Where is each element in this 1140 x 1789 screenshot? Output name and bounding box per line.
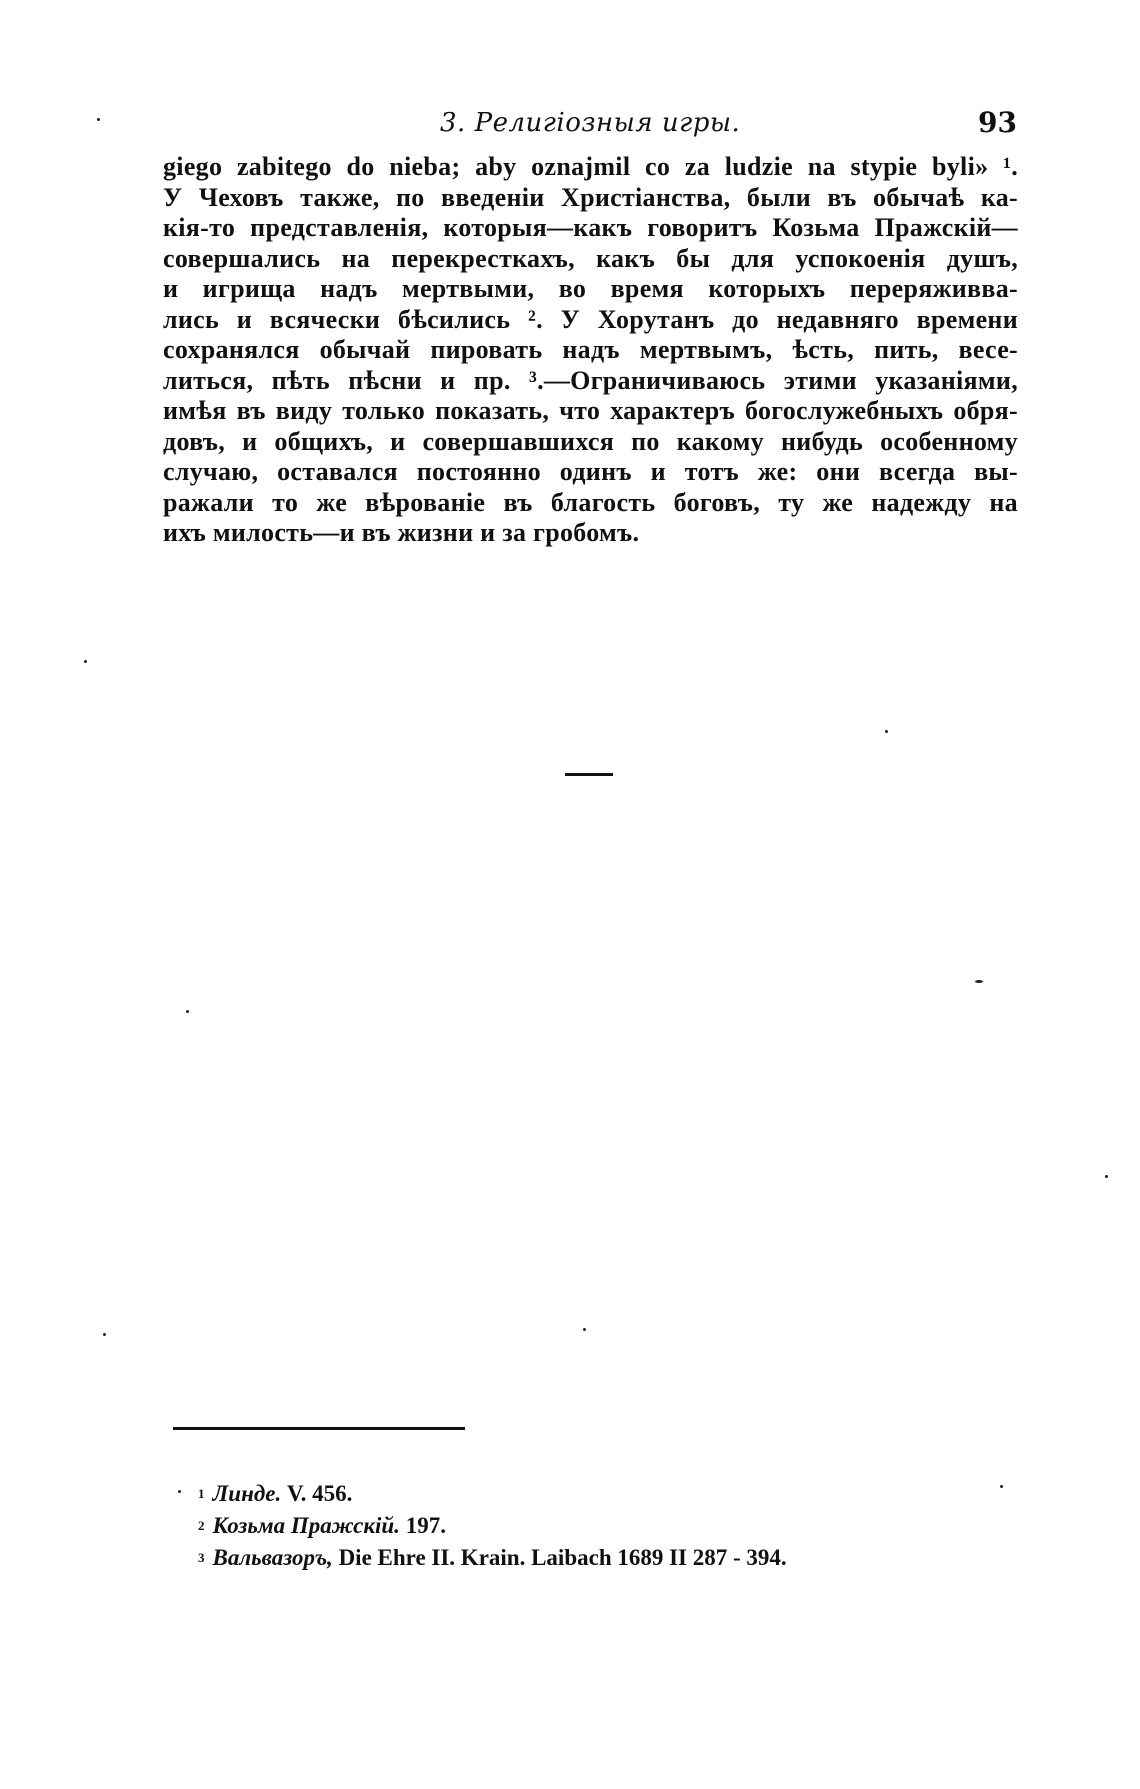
- body-line: У Чеховъ также, по введенiи Христiанства, были въ обычаѣ ка-: [163, 182, 1018, 212]
- body-line: ихъ милость—и въ жизни и за гробомъ.: [163, 518, 640, 547]
- footnote-3: [198, 1542, 998, 1574]
- footnote-2: [198, 1510, 998, 1542]
- footnote-source: Линде.: [212, 1481, 282, 1506]
- scan-speck: [84, 660, 87, 663]
- footnote-mark: 1: [198, 1486, 205, 1501]
- scan-speck: [97, 118, 100, 121]
- body-text: [163, 152, 1018, 549]
- running-title: 3. Религiозныя игры.: [440, 108, 741, 138]
- section-end-dash: [565, 773, 613, 776]
- body-line: имѣя въ виду только показать, что характеръ богослужебныхъ обря-: [163, 396, 1018, 425]
- body-line: литься, пѣть пѣсни и пр. ³.—Ограничиваюсь этими указанiями,: [163, 365, 1018, 395]
- footnote-rule: [173, 1427, 465, 1430]
- body-line: лись и всячески бѣсились ². У Хорутанъ до недавняго времени: [163, 304, 1018, 334]
- body-line: довъ, и общихъ, и совершавшихся по какому нибудь особенному: [163, 426, 1018, 456]
- footnote-source: Вальвазоръ,: [212, 1545, 333, 1570]
- body-line: и игрища надъ мертвыми, во время которыхъ переряживва-: [163, 274, 1018, 303]
- scan-speck: [885, 730, 888, 733]
- scan-speck: [1105, 1175, 1108, 1178]
- page-number: 93: [978, 106, 1017, 139]
- footnote-reference: Die Ehre II. Krain. Laibach 1689 II 287 - 394.: [332, 1545, 787, 1570]
- footnote-mark: 2: [198, 1518, 205, 1533]
- scan-speck: [178, 1490, 181, 1493]
- footnotes: [198, 1478, 998, 1574]
- scan-speck: [975, 980, 983, 983]
- scan-speck: [583, 1328, 586, 1331]
- scan-speck: [103, 1333, 106, 1336]
- footnote-reference: 197.: [399, 1513, 446, 1538]
- body-line: кiя-то представленiя, которыя—какъ говоритъ Козьма Пражскiй—: [163, 213, 1018, 242]
- body-line: giego zabitego do nieba; aby oznajmil co za ludzie na stypie byli» ¹.: [163, 152, 1018, 181]
- body-line: совершались на перекресткахъ, какъ бы для успокоенiя душъ,: [163, 243, 1018, 273]
- body-line: ражали то же вѣрованiе въ благость боговъ, ту же надежду на: [163, 487, 1018, 517]
- body-line: случаю, оставался постоянно одинъ и тотъ же: они всегда вы-: [163, 457, 1018, 486]
- scan-speck: [186, 1010, 189, 1013]
- scan-speck: [1000, 1485, 1003, 1488]
- footnote-1: [198, 1478, 998, 1510]
- footnote-source: Козьма Пражскiй.: [212, 1513, 400, 1538]
- footnote-mark: 3: [198, 1550, 205, 1565]
- footnote-reference: V. 456.: [281, 1481, 353, 1506]
- body-line: сохранялся обычай пировать надъ мертвымъ, ѣсть, пить, весе-: [163, 335, 1018, 364]
